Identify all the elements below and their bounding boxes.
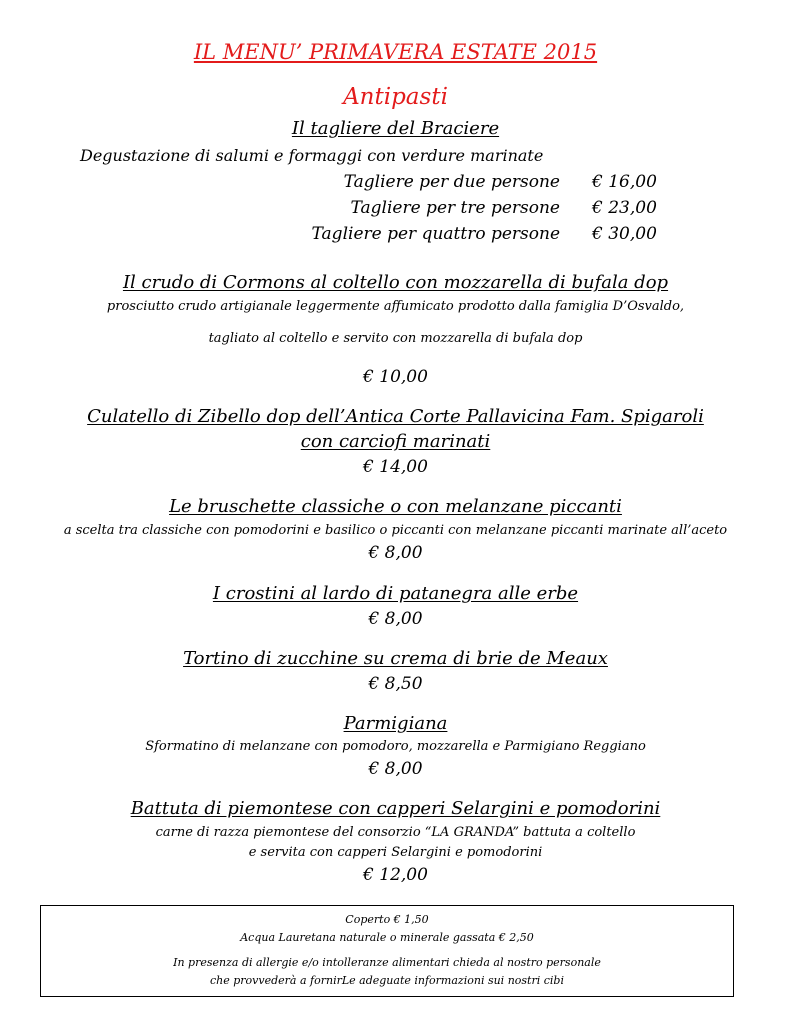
culatello-price: € 14,00: [363, 457, 428, 477]
crostini-price: € 8,00: [368, 609, 423, 629]
tortino-price: € 8,50: [368, 674, 423, 694]
tagliere-option-price: € 23,00: [592, 198, 657, 218]
battuta-description: e servita con capperi Selargini e pomodorini: [248, 845, 543, 860]
parmigiana-name: Parmigiana: [343, 713, 448, 734]
battuta-name: Battuta di piemontese con capperi Selargini e pomodorini: [130, 798, 661, 819]
crudo-description: tagliato al coltello e servito con mozzarella di bufala dop: [208, 331, 583, 346]
tagliere-option-price: € 30,00: [592, 224, 657, 244]
bruschette-price: € 8,00: [368, 543, 423, 563]
crudo-price: € 10,00: [363, 367, 428, 387]
crudo-name: Il crudo di Cormons al coltello con mozzarella di bufala dop: [122, 272, 669, 293]
tortino-name: Tortino di zucchine su crema di brie de Meaux: [183, 648, 608, 669]
bruschette-name: Le bruschette classiche o con melanzane piccanti: [169, 496, 622, 517]
section-heading-antipasti: Antipasti: [343, 84, 448, 110]
allergy-note: In presenza di allergie e/o intolleranze alimentari chieda al nostro personale: [173, 956, 601, 969]
battuta-description: carne di razza piemontese del consorzio “LA GRANDA” battuta a coltello: [155, 825, 636, 840]
battuta-price: € 12,00: [363, 865, 428, 885]
parmigiana-description: Sformatino di melanzane con pomodoro, mozzarella e Parmigiano Reggiano: [145, 739, 646, 754]
allergy-note: che provvederà a fornirLe adeguate informazioni sui nostri cibi: [210, 974, 564, 987]
coperto-note: Coperto € 1,50: [345, 913, 429, 926]
tagliere-option-label: Tagliere per quattro persone: [311, 224, 560, 244]
crostini-name: I crostini al lardo di patanegra alle erbe: [212, 583, 579, 604]
tagliere-option-price: € 16,00: [592, 172, 657, 192]
culatello-name: con carciofi marinati: [300, 431, 491, 452]
tagliere-option-label: Tagliere per due persone: [343, 172, 560, 192]
crudo-description: prosciutto crudo artigianale leggermente affumicato prodotto dalla famiglia D’Osvaldo,: [106, 299, 685, 314]
tagliere-description: Degustazione di salumi e formaggi con verdure marinate: [80, 146, 544, 165]
footer-info-box: [40, 905, 734, 997]
bruschette-description: a scelta tra classiche con pomodorini e basilico o piccanti con melanzane piccanti marinate all’aceto: [63, 523, 728, 538]
water-note: Acqua Lauretana naturale o minerale gassata € 2,50: [240, 931, 534, 944]
menu-title: IL MENU’ PRIMAVERA ESTATE 2015: [193, 40, 598, 64]
culatello-name: Culatello di Zibello dop dell’Antica Corte Pallavicina Fam. Spigaroli: [87, 406, 704, 427]
tagliere-name: Il tagliere del Braciere: [291, 118, 500, 139]
parmigiana-price: € 8,00: [368, 759, 423, 779]
tagliere-option-label: Tagliere per tre persone: [350, 198, 560, 218]
